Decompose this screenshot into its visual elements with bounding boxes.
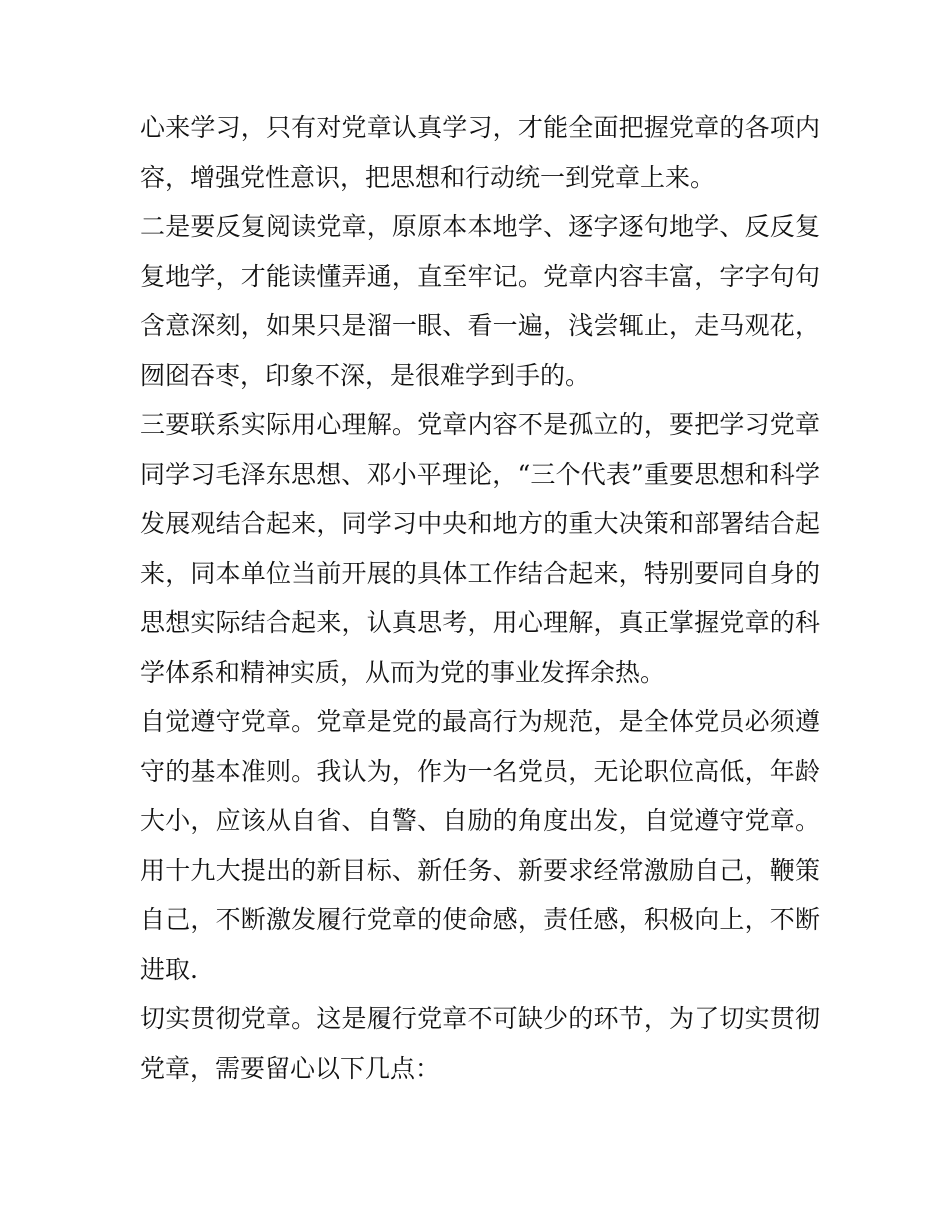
text-line: 用十九大提出的新目标、新任务、新要求经常激励自己，鞭策	[140, 855, 820, 885]
text-line: 发展观结合起来，同学习中央和地方的重大决策和部署结合起	[140, 509, 820, 538]
text-line: 学体系和精神实质，从而为党的事业发挥余热。	[140, 657, 666, 687]
document-body	[140, 103, 820, 1093]
paragraph-observe-charter	[140, 697, 820, 994]
text-line: 自觉遵守党章。党章是党的最高行为规范，是全体党员必须遵	[140, 707, 820, 736]
text-line: 含意深刻，如果只是溜一眼、看一遍，浅尝辄止，走马观花，	[140, 311, 820, 340]
text-line: 切实贯彻党章。这是履行党章不可缺少的环节，为了切实贯彻	[140, 1004, 820, 1033]
text-line: 同学习毛泽东思想、邓小平理论，“三个代表”重要思想和科学	[140, 459, 820, 489]
text-line: 容，增强党性意识，把思想和行动统一到党章上来。	[140, 162, 716, 192]
text-line: 囫囵吞枣，印象不深，是很难学到手的。	[140, 360, 591, 390]
text-line: 思想实际结合起来，认真思考，用心理解，真正掌握党章的科	[140, 608, 820, 637]
paragraph-implement-charter	[140, 994, 820, 1093]
text-line: 守的基本准则。我认为，作为一名党员，无论职位高低，年龄	[140, 756, 820, 786]
paragraph-repeat-reading	[140, 202, 820, 400]
text-line: 党章，需要留心以下几点：	[140, 1053, 441, 1083]
text-line: 三要联系实际用心理解。党章内容不是孤立的，要把学习党章	[140, 410, 820, 439]
text-line: 二是要反复阅读党章，原原本本地学、逐字逐句地学、反反复	[140, 212, 820, 241]
text-line: 来，同本单位当前开展的具体工作结合起来，特别要同自身的	[140, 558, 820, 588]
text-line: 复地学，才能读懂弄通，直至牢记。党章内容丰富，字字句句	[140, 261, 820, 291]
text-line: 进取.	[140, 954, 198, 984]
paragraph-link-to-practice	[140, 400, 820, 697]
paragraph-study-with-heart	[140, 103, 820, 202]
text-line: 自己，不断激发履行党章的使命感，责任感，积极向上，不断	[140, 905, 820, 934]
text-line: 心来学习，只有对党章认真学习，才能全面把握党章的各项内	[140, 113, 820, 142]
text-line: 大小，应该从自省、自警、自励的角度出发，自觉遵守党章。	[140, 806, 820, 835]
